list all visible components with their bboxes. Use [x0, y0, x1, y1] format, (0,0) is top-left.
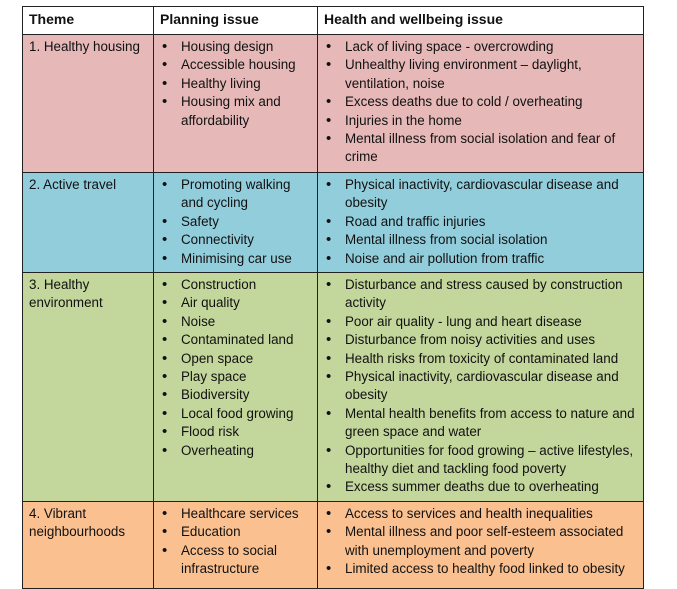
list-item: • Unhealthy living environment – daylight, ventilation, noise — [324, 56, 637, 93]
list-item: • Contaminated land — [160, 331, 311, 349]
list-item: • Opportunities for food growing – active lifestyles, healthy diet and tackling food poverty — [324, 442, 637, 479]
health-cell — [318, 502, 644, 589]
list-item: • Excess summer deaths due to overheating — [324, 478, 637, 496]
list-item: • Education — [160, 523, 311, 541]
list-item: • Open space — [160, 350, 311, 368]
table-row — [23, 35, 644, 173]
health-list — [324, 38, 637, 167]
list-item: • Lack of living space - overcrowding — [324, 38, 637, 56]
health-list — [324, 505, 637, 579]
list-item: • Mental illness from social isolation — [324, 231, 637, 249]
header-theme: Theme — [23, 7, 154, 35]
list-item: • Poor air quality - lung and heart disease — [324, 313, 637, 331]
list-item: • Health risks from toxicity of contaminated land — [324, 350, 637, 368]
health-cell — [318, 35, 644, 173]
list-item: • Limited access to healthy food linked to obesity — [324, 560, 637, 578]
health-list — [324, 276, 637, 497]
theme-cell: 4. Vibrant neighbourhoods — [23, 502, 154, 589]
planning-list — [160, 505, 311, 579]
list-item: • Access to social infrastructure — [160, 542, 311, 579]
list-item: • Flood risk — [160, 423, 311, 441]
list-item: • Mental illness and poor self-esteem associated with unemployment and poverty — [324, 523, 637, 560]
themes-table — [22, 6, 644, 589]
planning-list — [160, 176, 311, 268]
list-item: • Housing design — [160, 38, 311, 56]
list-item: • Healthy living — [160, 75, 311, 93]
list-item: • Physical inactivity, cardiovascular disease and obesity — [324, 368, 637, 405]
list-item: • Disturbance and stress caused by construction activity — [324, 276, 637, 313]
list-item: • Air quality — [160, 294, 311, 312]
list-item: • Construction — [160, 276, 311, 294]
list-item: • Minimising car use — [160, 250, 311, 268]
list-item: • Biodiversity — [160, 386, 311, 404]
list-item: • Overheating — [160, 442, 311, 460]
list-item: • Excess deaths due to cold / overheating — [324, 93, 637, 111]
list-item: • Access to services and health inequalities — [324, 505, 637, 523]
list-item: • Safety — [160, 213, 311, 231]
list-item: • Housing mix and affordability — [160, 93, 311, 130]
list-item: • Healthcare services — [160, 505, 311, 523]
list-item: • Play space — [160, 368, 311, 386]
health-cell — [318, 173, 644, 273]
theme-cell: 2. Active travel — [23, 173, 154, 273]
health-list — [324, 176, 637, 268]
list-item: • Disturbance from noisy activities and uses — [324, 331, 637, 349]
list-item: • Noise — [160, 313, 311, 331]
list-item: • Connectivity — [160, 231, 311, 249]
planning-list — [160, 38, 311, 130]
header-health-issue: Health and wellbeing issue — [318, 7, 644, 35]
table-row — [23, 273, 644, 502]
header-row — [23, 7, 644, 35]
list-item: • Local food growing — [160, 405, 311, 423]
list-item: • Noise and air pollution from traffic — [324, 250, 637, 268]
header-planning-issue: Planning issue — [154, 7, 318, 35]
table-row — [23, 502, 644, 589]
planning-cell — [154, 273, 318, 502]
planning-cell — [154, 173, 318, 273]
planning-list — [160, 276, 311, 460]
list-item: • Mental health benefits from access to nature and green space and water — [324, 405, 637, 442]
planning-cell — [154, 35, 318, 173]
theme-cell: 3. Healthy environment — [23, 273, 154, 502]
list-item: • Road and traffic injuries — [324, 213, 637, 231]
theme-cell: 1. Healthy housing — [23, 35, 154, 173]
list-item: • Mental illness from social isolation and fear of crime — [324, 130, 637, 167]
list-item: • Physical inactivity, cardiovascular disease and obesity — [324, 176, 637, 213]
table-row — [23, 173, 644, 273]
list-item: • Injuries in the home — [324, 112, 637, 130]
list-item: • Promoting walking and cycling — [160, 176, 311, 213]
health-cell — [318, 273, 644, 502]
planning-cell — [154, 502, 318, 589]
list-item: • Accessible housing — [160, 56, 311, 74]
